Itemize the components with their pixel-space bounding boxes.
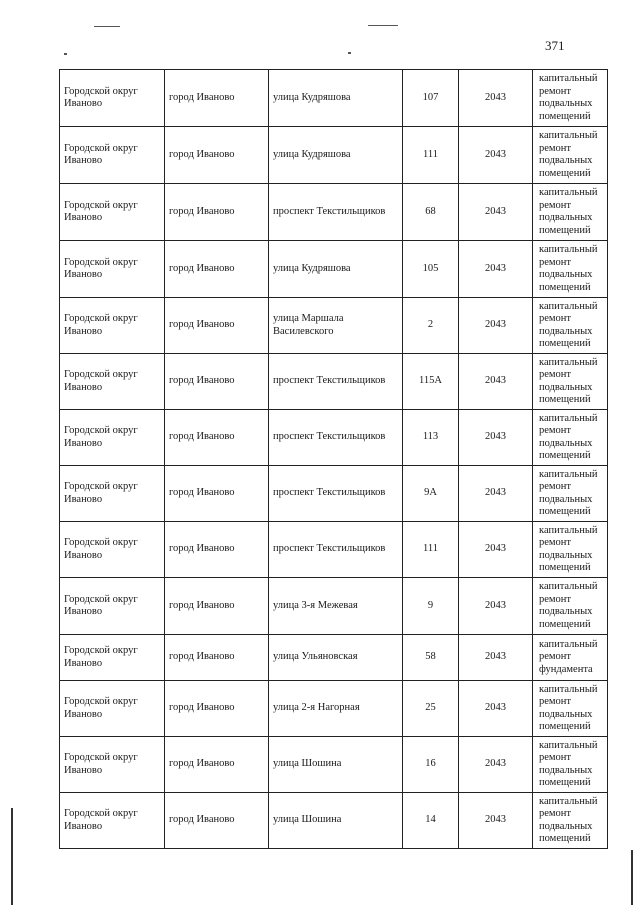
- cell-district: Городской округ Иваново: [60, 410, 165, 466]
- cell-city: город Иваново: [165, 70, 269, 127]
- cell-house-number: 16: [403, 737, 459, 793]
- table-row: [60, 737, 608, 793]
- page-number: 371: [545, 38, 565, 53]
- cell-work-type: капитальный ремонт фундамента: [533, 635, 608, 681]
- cell-street: проспект Текстильщиков: [269, 410, 403, 466]
- cell-work-type: капитальный ремонт подвальных помещений: [533, 578, 608, 635]
- cell-house-number: 58: [403, 635, 459, 681]
- cell-house-number: 68: [403, 184, 459, 241]
- table-row: [60, 681, 608, 737]
- cell-work-type: капитальный ремонт подвальных помещений: [533, 793, 608, 849]
- cell-house-number: 25: [403, 681, 459, 737]
- table-row: [60, 127, 608, 184]
- cell-house-number: 9: [403, 578, 459, 635]
- cell-city: город Иваново: [165, 241, 269, 298]
- cell-year: 2043: [459, 793, 533, 849]
- cell-year: 2043: [459, 241, 533, 298]
- cell-house-number: 9А: [403, 466, 459, 522]
- cell-work-type: капитальный ремонт подвальных помещений: [533, 681, 608, 737]
- cell-house-number: 107: [403, 70, 459, 127]
- cell-city: город Иваново: [165, 298, 269, 354]
- cell-year: 2043: [459, 184, 533, 241]
- scan-mark: [64, 53, 67, 55]
- cell-year: 2043: [459, 354, 533, 410]
- cell-city: город Иваново: [165, 737, 269, 793]
- cell-house-number: 111: [403, 522, 459, 578]
- cell-work-type: капитальный ремонт подвальных помещений: [533, 184, 608, 241]
- cell-work-type: капитальный ремонт подвальных помещений: [533, 354, 608, 410]
- cell-city: город Иваново: [165, 793, 269, 849]
- cell-district: Городской округ Иваново: [60, 298, 165, 354]
- cell-year: 2043: [459, 127, 533, 184]
- cell-work-type: капитальный ремонт подвальных помещений: [533, 241, 608, 298]
- cell-district: Городской округ Иваново: [60, 70, 165, 127]
- margin-line: [631, 850, 633, 905]
- cell-street: улица Кудряшова: [269, 127, 403, 184]
- cell-city: город Иваново: [165, 184, 269, 241]
- cell-year: 2043: [459, 635, 533, 681]
- scan-mark: [348, 52, 351, 54]
- cell-district: Городской округ Иваново: [60, 466, 165, 522]
- cell-city: город Иваново: [165, 522, 269, 578]
- cell-year: 2043: [459, 70, 533, 127]
- table-row: [60, 298, 608, 354]
- cell-city: город Иваново: [165, 354, 269, 410]
- cell-street: улица Кудряшова: [269, 70, 403, 127]
- cell-city: город Иваново: [165, 466, 269, 522]
- table-row: [60, 635, 608, 681]
- cell-work-type: капитальный ремонт подвальных помещений: [533, 127, 608, 184]
- cell-year: 2043: [459, 681, 533, 737]
- cell-street: улица Ульяновская: [269, 635, 403, 681]
- cell-year: 2043: [459, 737, 533, 793]
- table-row: [60, 354, 608, 410]
- cell-district: Городской округ Иваново: [60, 737, 165, 793]
- cell-street: проспект Текстильщиков: [269, 466, 403, 522]
- cell-street: улица 2-я Нагорная: [269, 681, 403, 737]
- cell-work-type: капитальный ремонт подвальных помещений: [533, 522, 608, 578]
- cell-house-number: 2: [403, 298, 459, 354]
- cell-city: город Иваново: [165, 410, 269, 466]
- cell-city: город Иваново: [165, 127, 269, 184]
- table-row: [60, 241, 608, 298]
- cell-year: 2043: [459, 466, 533, 522]
- scan-mark: [94, 26, 120, 27]
- cell-work-type: капитальный ремонт подвальных помещений: [533, 410, 608, 466]
- cell-street: улица Кудряшова: [269, 241, 403, 298]
- cell-house-number: 14: [403, 793, 459, 849]
- cell-district: Городской округ Иваново: [60, 241, 165, 298]
- cell-work-type: капитальный ремонт подвальных помещений: [533, 70, 608, 127]
- cell-house-number: 111: [403, 127, 459, 184]
- cell-street: улица Маршала Василевского: [269, 298, 403, 354]
- cell-house-number: 113: [403, 410, 459, 466]
- cell-district: Городской округ Иваново: [60, 578, 165, 635]
- cell-district: Городской округ Иваново: [60, 184, 165, 241]
- cell-house-number: 115А: [403, 354, 459, 410]
- cell-district: Городской округ Иваново: [60, 793, 165, 849]
- table-row: [60, 578, 608, 635]
- works-table: [59, 69, 608, 849]
- cell-year: 2043: [459, 298, 533, 354]
- table-row: [60, 70, 608, 127]
- cell-year: 2043: [459, 578, 533, 635]
- table-row: [60, 522, 608, 578]
- cell-street: проспект Текстильщиков: [269, 184, 403, 241]
- cell-city: город Иваново: [165, 681, 269, 737]
- cell-year: 2043: [459, 410, 533, 466]
- table-row: [60, 410, 608, 466]
- cell-street: улица Шошина: [269, 737, 403, 793]
- cell-street: улица Шошина: [269, 793, 403, 849]
- cell-district: Городской округ Иваново: [60, 681, 165, 737]
- cell-district: Городской округ Иваново: [60, 354, 165, 410]
- table-row: [60, 466, 608, 522]
- cell-work-type: капитальный ремонт подвальных помещений: [533, 466, 608, 522]
- cell-street: улица 3-я Межевая: [269, 578, 403, 635]
- cell-city: город Иваново: [165, 635, 269, 681]
- scan-mark: [368, 25, 398, 26]
- table-row: [60, 184, 608, 241]
- cell-city: город Иваново: [165, 578, 269, 635]
- cell-house-number: 105: [403, 241, 459, 298]
- cell-district: Городской округ Иваново: [60, 635, 165, 681]
- cell-street: проспект Текстильщиков: [269, 522, 403, 578]
- table-row: [60, 793, 608, 849]
- cell-street: проспект Текстильщиков: [269, 354, 403, 410]
- margin-line: [11, 808, 13, 905]
- cell-year: 2043: [459, 522, 533, 578]
- cell-work-type: капитальный ремонт подвальных помещений: [533, 737, 608, 793]
- cell-district: Городской округ Иваново: [60, 127, 165, 184]
- cell-district: Городской округ Иваново: [60, 522, 165, 578]
- cell-work-type: капитальный ремонт подвальных помещений: [533, 298, 608, 354]
